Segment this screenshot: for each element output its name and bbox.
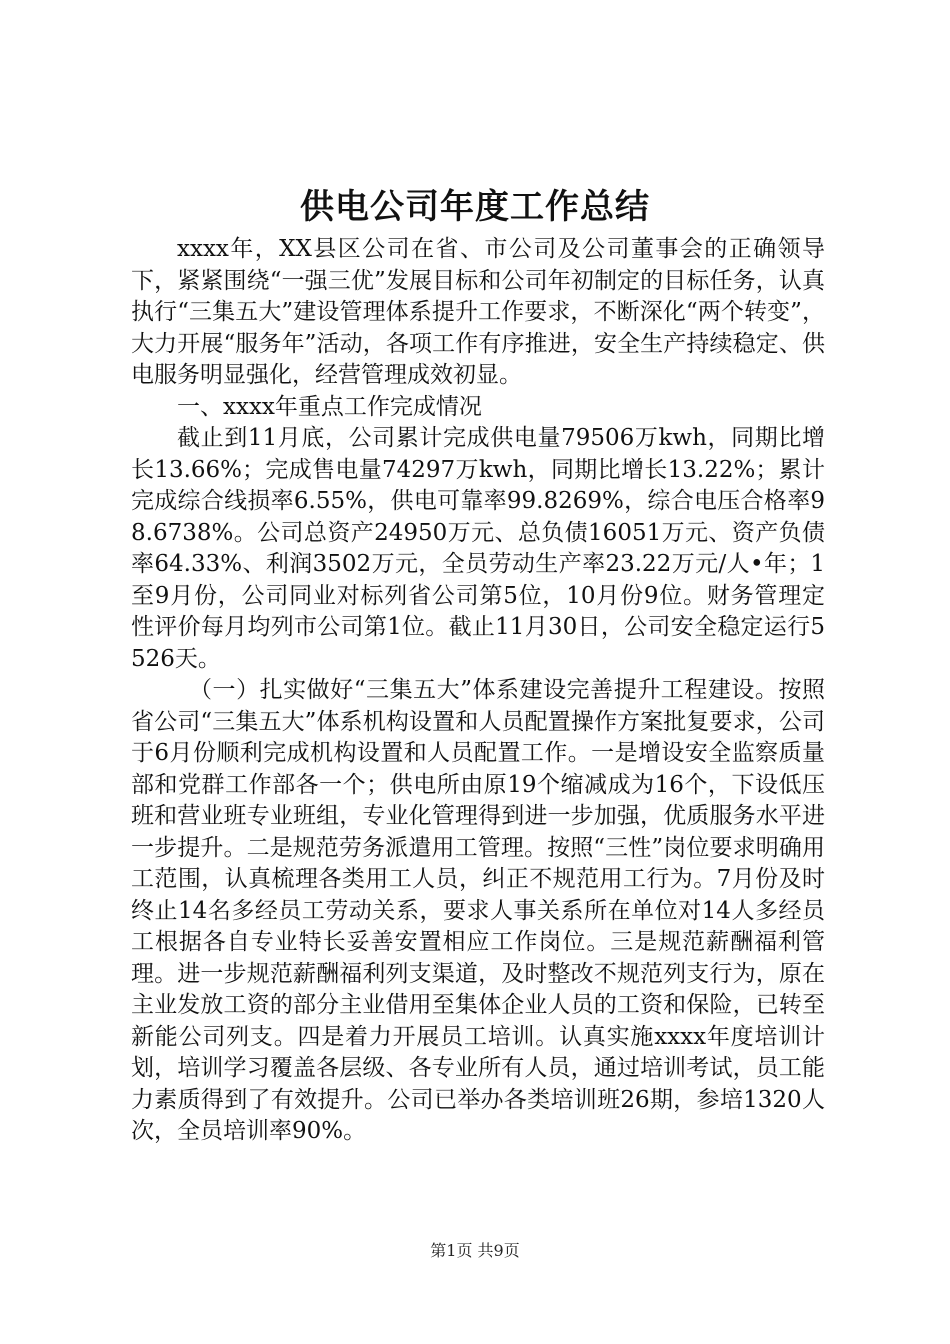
document-title: 供电公司年度工作总结: [300, 187, 650, 227]
statistics-paragraph: 截止到11月底，公司累计完成供电量79506万kwh，同期比增长13.66%；完成售电量74297万kwh，同期比增长13.22%；累计完成综合线损率6.55%，供电可靠率99.8269%，综合电压合格率98.6738%。公司总资产24950万元、总负债16051万元、资产负债率64.33%、利润3502万元，全员劳动生产率23.22万元/人•年；1至9月份，公司同业对标列省公司第5位，10月份9位。财务管理定性评价每月均列市公司第1位。截止11月30日，公司安全稳定运行5526天。: [131, 425, 825, 672]
subsection-paragraph: （一）扎实做好“三集五大”体系建设完善提升工程建设。按照省公司“三集五大”体系机构设置和人员配置操作方案批复要求，公司于6月份顺利完成机构设置和人员配置工作。一是增设安全监察质量部和党群工作部各一个；供电所由原19个缩减成为16个，下设低压班和营业班专业班组，专业化管理得到进一步加强，优质服务水平进一步提升。二是规范劳务派遣用工管理。按照“三性”岗位要求明确用工范围，认真梳理各类用工人员，纠正不规范用工行为。7月份及时终止14名多经员工劳动关系，要求人事关系所在单位对14人多经员工根据各自专业特长妥善安置相应工作岗位。三是规范薪酬福利管理。进一步规范薪酬福利列支渠道，及时整改不规范列支行为，原在主业发放工资的部分主业借用至集体企业人员的工资和保险，已转至新能公司列支。四是着力开展员工培训。认真实施xxxx年度培训计划，培训学习覆盖各层级、各专业所有人员，通过培训考试，员工能力素质得到了有效提升。公司已举办各类培训班26期，参培1320人次，全员培训率90%。: [131, 677, 825, 1144]
document-body: [131, 234, 825, 1148]
page-number: 第1页 共9页: [430, 1241, 520, 1260]
section-heading: 一、xxxx年重点工作完成情况: [177, 393, 482, 420]
intro-paragraph: xxxx年，XX县区公司在省、市公司及公司董事会的正确领导下，紧紧围绕“一强三优”发展目标和公司年初制定的目标任务，认真执行“三集五大”建设管理体系提升工作要求，不断深化“两个转变”，大力开展“服务年”活动，各项工作有序推进，安全生产持续稳定、供电服务明显强化，经营管理成效初显。: [131, 236, 825, 388]
